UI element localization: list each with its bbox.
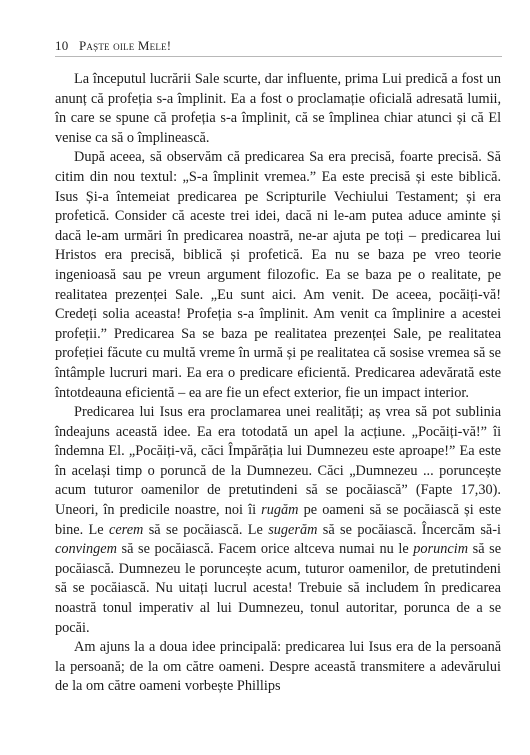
emphasis: rugăm <box>261 502 299 519</box>
paragraph: La începutul lucrării Sale scurte, dar influente, prima Lui predică a fost un anunț că profeția s-a împlinit. Ea a fost o proclamație oficială adresată lumii, în care se spune că profeția s-a împlinit, că se împlinea chiar atunci și că El venise ca să o împlinească. <box>55 71 502 146</box>
running-title: Paște oile Mele! <box>79 38 172 53</box>
page-number: 10 <box>55 38 69 53</box>
body-text <box>55 70 501 697</box>
emphasis: cerem <box>108 521 144 538</box>
page-header <box>55 38 501 56</box>
paragraph: După aceea, să observăm că predicarea Sa era precisă, foarte precisă. Să citim din nou textul: „S-a împlinit vremea.” Ea este precisă și este biblică. Isus Și-a întemeiat predicarea pe Scripturile Vechiului Testament; și era profetică. Consider că aceste trei idei, dacă ni le-am putea aduce aminte și dacă le-am urmări în predicarea noastră, ne-ar ajuta pe toți – predicarea lui Hristos era precisă, biblică și profetică. Ea nu se baza pe vreo teorie ingenioasă sau pe vreun argument filozofic. Ea se baza pe o realitate, pe realitatea prezenței Sale. „Eu sunt aici. Am venit. De aceea, pocăiți-vă! Credeți solia aceasta! Profeția s-a împlinit. Am venit ca împlinire a acestei profeții.” Predicarea Sa se baza pe realitatea prezenței Sale, pe realitatea profeției făcute cu multă vreme în urmă și pe realitatea că sosise vremea să se întâmple lucruri mari. Ea era o predicare eficientă. Predicarea adevărată este întotdeauna eficientă – ea are fie un efect exterior, fie un impact interior. <box>55 149 502 401</box>
paragraph: Am ajuns la a doua idee principală: predicarea lui Isus era de la persoană la persoană; de la om către oameni. Despre această transmitere a adevărului de la om către oameni vorbește Phillips <box>55 639 502 695</box>
header-rule <box>55 56 502 57</box>
emphasis: poruncim <box>413 541 469 558</box>
emphasis: sugerăm <box>268 521 318 538</box>
emphasis: convingem <box>55 541 117 558</box>
paragraph: Predicarea lui Isus era proclamarea unei realități; aș vrea să pot sublinia îndeajuns această idee. Ea era totodată un apel la acțiune. „Pocăiți-vă!” îi îndemna El. „Pocăiți-vă, căci Împărăția lui Dumnezeu este aproape!” Ea este în același timp o poruncă de la Dumnezeu. Căci „Dumnezeu ... poruncește acum tuturor oamenilor de pretutindeni să se pocăiască” (Fapte 17,30). Uneori, în predicile noastre, noi îi rugăm pe oameni să se pocăiască și este bine. Le cerem să se pocăiască. Le sugerăm să se pocăiască. Încercăm să-i convingem să se pocăiască. Facem orice altceva numai nu le poruncim să se pocăiască. Dumnezeu le poruncește acum, tuturor oamenilor, de pretutindeni să se pocăiască. Nu uitați lucrul acesta! Trebuie să includem în predicarea noastră tonul imperativ al lui Dumnezeu, tonul autoritar, porunca de a se pocăi. <box>55 404 502 636</box>
